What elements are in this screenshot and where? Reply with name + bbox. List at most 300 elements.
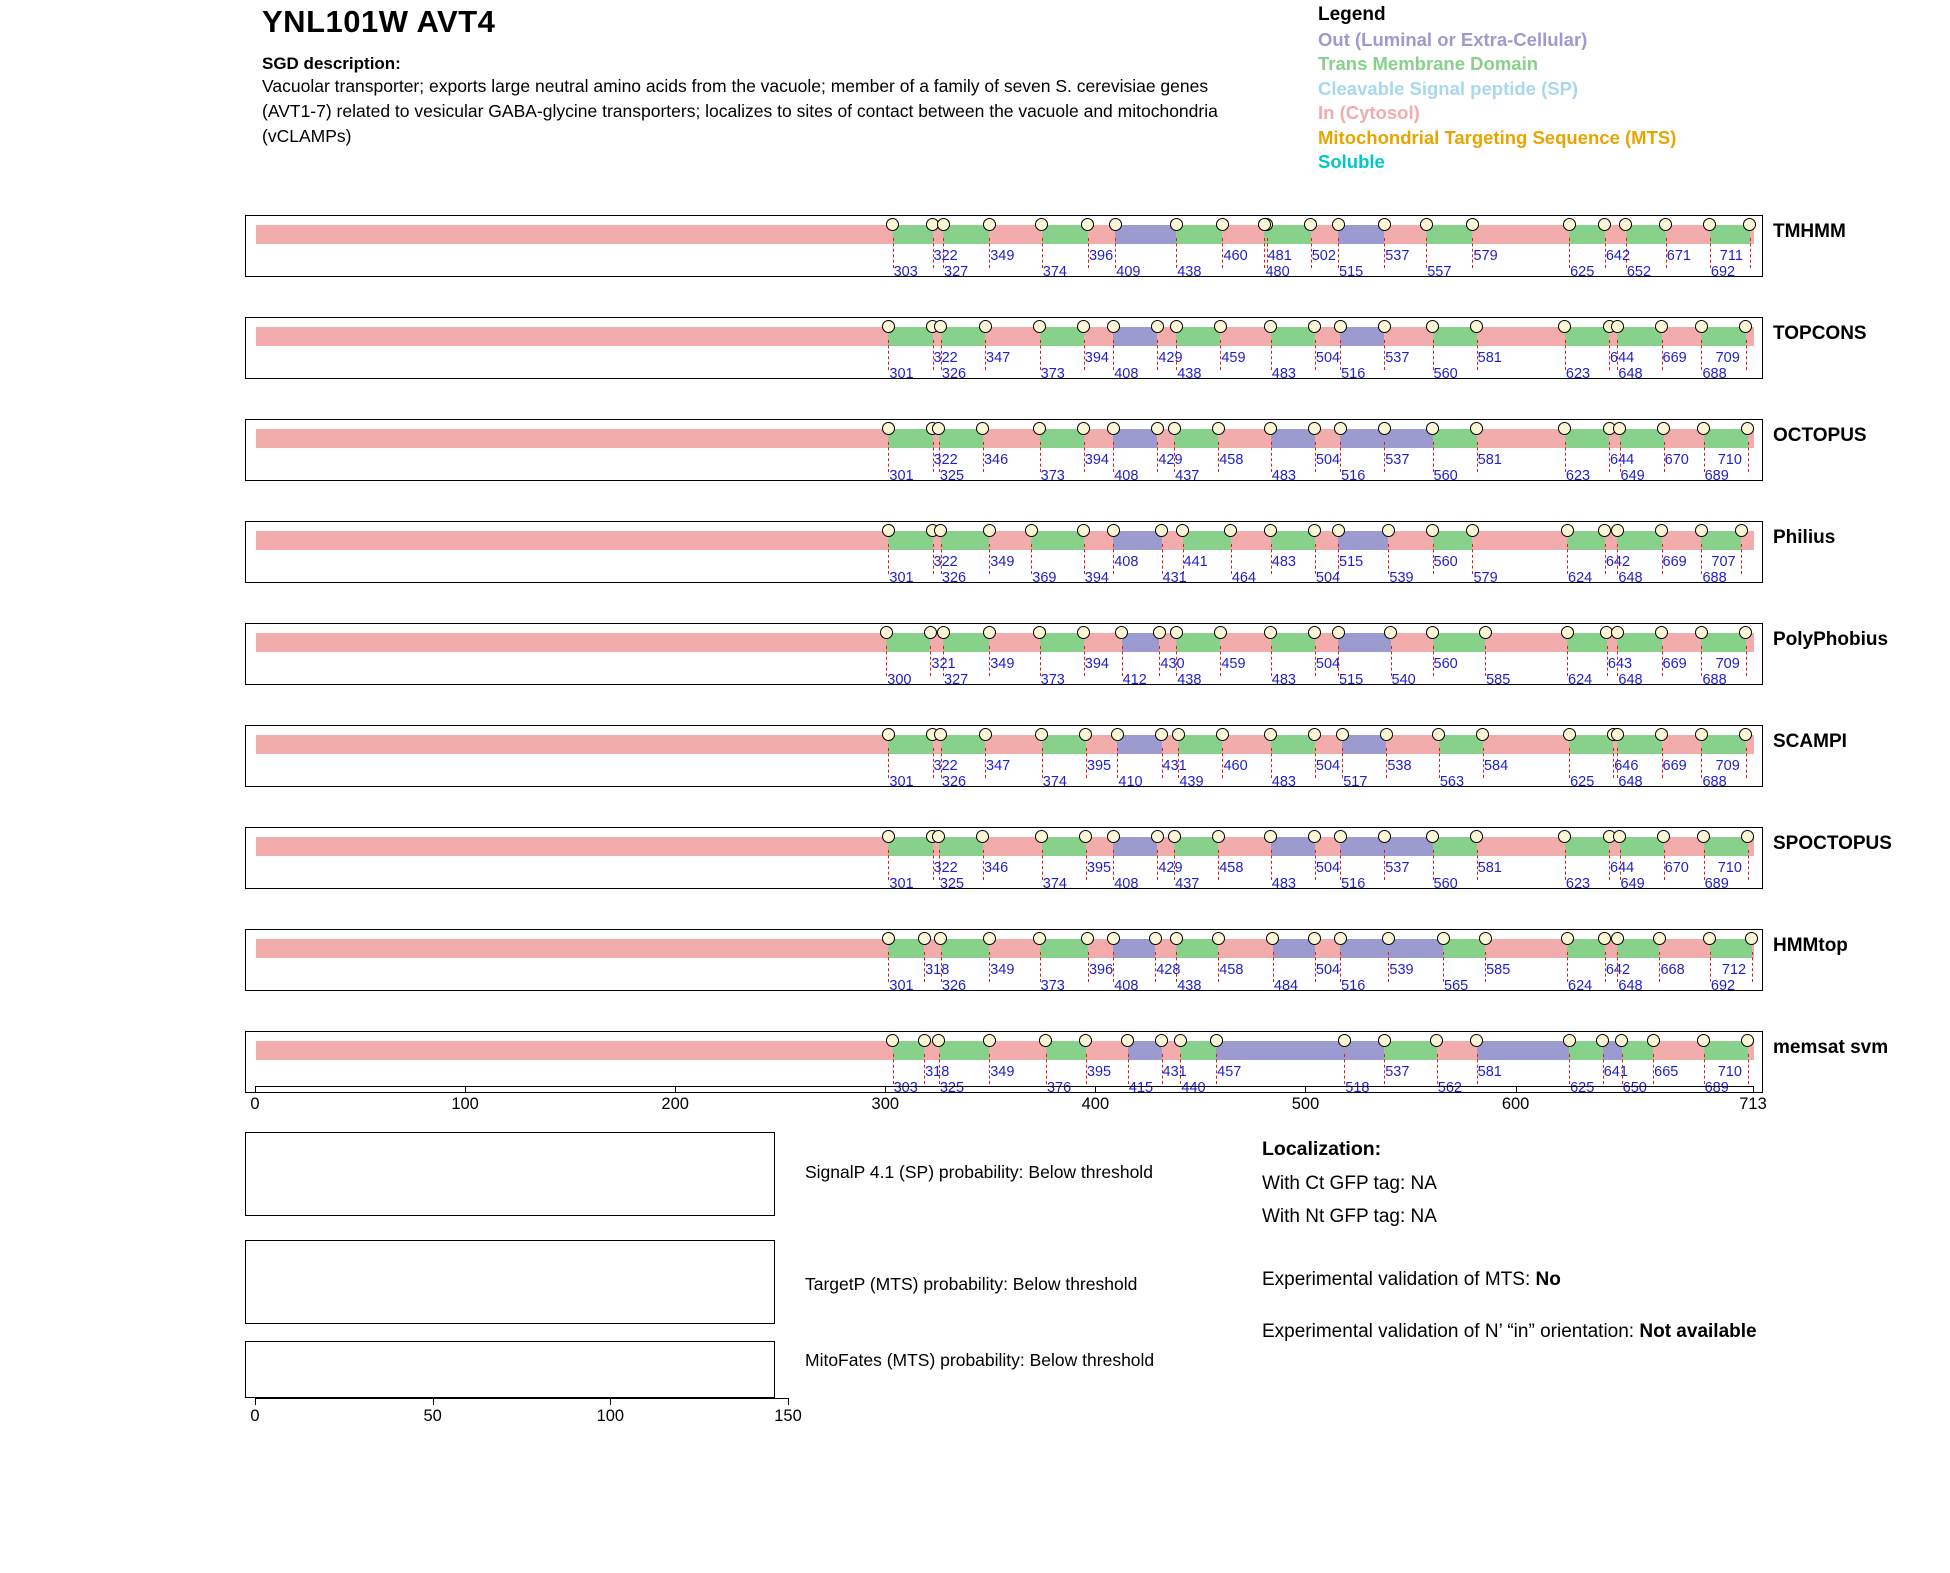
position-label: 429 — [1158, 452, 1183, 468]
position-label: 712 — [1721, 962, 1747, 978]
position-label: 625 — [1570, 264, 1595, 280]
probability-axis-label: 0 — [250, 1407, 260, 1425]
boundary-marker — [1170, 932, 1183, 945]
position-label: 439 — [1179, 774, 1204, 790]
boundary-marker — [1258, 218, 1271, 231]
position-label: 707 — [1711, 554, 1736, 570]
position-label: 483 — [1271, 468, 1296, 484]
position-label: 483 — [1271, 672, 1296, 688]
predictor-track — [245, 521, 1763, 586]
boundary-marker — [1611, 728, 1624, 741]
position-label: 623 — [1565, 366, 1591, 382]
position-label: 644 — [1610, 452, 1635, 468]
predictor-track — [245, 929, 1763, 994]
boundary-marker — [1155, 524, 1168, 537]
predictor-name: SCAMPI — [1773, 731, 1847, 752]
position-label: 517 — [1343, 774, 1368, 790]
position-label: 428 — [1156, 962, 1181, 978]
position-label: 624 — [1568, 978, 1593, 994]
boundary-marker — [1214, 320, 1227, 333]
position-label: 326 — [941, 774, 967, 790]
boundary-marker — [1151, 422, 1164, 435]
position-tick — [1746, 340, 1747, 370]
position-label: 483 — [1271, 366, 1296, 382]
mts-validation-label: Experimental validation of MTS: — [1262, 1268, 1536, 1290]
position-label: 537 — [1385, 452, 1410, 468]
transmembrane-segment — [1031, 531, 1084, 550]
position-label: 644 — [1610, 350, 1635, 366]
position-label: 322 — [933, 758, 958, 774]
signalp-caption: SignalP 4.1 (SP) probability: Below threshold — [805, 1162, 1153, 1182]
position-label: 692 — [1710, 978, 1736, 994]
predictor-track — [245, 419, 1763, 484]
position-label: 408 — [1114, 876, 1139, 892]
axis-tick-label: 400 — [1081, 1095, 1110, 1113]
position-label: 429 — [1158, 350, 1183, 366]
boundary-marker — [983, 1034, 996, 1047]
legend-item-in: In (Cytosol) — [1318, 102, 1420, 124]
position-label: 648 — [1618, 774, 1643, 790]
boundary-marker — [983, 932, 996, 945]
boundary-marker — [1149, 932, 1162, 945]
boundary-marker — [1111, 728, 1124, 741]
boundary-marker — [1739, 728, 1752, 741]
legend-item-out: Out (Luminal or Extra-Cellular) — [1318, 29, 1588, 50]
position-label: 623 — [1565, 876, 1591, 892]
legend-item-sp: Cleavable Signal peptide (SP) — [1318, 77, 1579, 99]
boundary-marker — [1334, 932, 1347, 945]
position-label: 327 — [944, 672, 969, 688]
transmembrane-segment — [941, 531, 989, 550]
position-label: 460 — [1223, 248, 1248, 264]
position-label: 669 — [1662, 350, 1687, 366]
transmembrane-segment — [943, 225, 989, 244]
position-label: 649 — [1620, 876, 1645, 892]
position-label: 437 — [1175, 468, 1200, 484]
position-label: 480 — [1265, 264, 1290, 280]
position-label: 326 — [941, 366, 967, 382]
position-tick — [1748, 442, 1749, 472]
boundary-marker — [1334, 422, 1347, 435]
boundary-marker — [1172, 728, 1185, 741]
legend — [1318, 4, 1938, 174]
boundary-marker — [1168, 830, 1181, 843]
position-label: 349 — [990, 656, 1015, 672]
position-label: 322 — [933, 350, 958, 366]
out-segment — [1115, 225, 1176, 244]
position-label: 459 — [1221, 656, 1246, 672]
transmembrane-segment — [888, 735, 932, 754]
out-segment — [1338, 531, 1388, 550]
transmembrane-segment — [941, 939, 989, 958]
boundary-marker — [924, 626, 937, 639]
boundary-marker — [1378, 218, 1391, 231]
spacer-2 — [1262, 1303, 1922, 1319]
sgd-description-label: SGD description: — [262, 54, 401, 73]
boundary-marker — [1426, 320, 1439, 333]
position-label: 415 — [1128, 1080, 1154, 1096]
axis-tick — [1753, 1086, 1754, 1093]
transmembrane-segment — [886, 633, 930, 652]
probability-axis-label: 100 — [596, 1407, 625, 1425]
boundary-marker — [1336, 728, 1349, 741]
position-label: 396 — [1088, 962, 1114, 978]
position-label: 665 — [1654, 1064, 1679, 1080]
out-segment — [1113, 939, 1155, 958]
out-segment — [1113, 429, 1157, 448]
mitofates-plot-box — [245, 1341, 775, 1398]
position-label: 376 — [1046, 1080, 1072, 1096]
position-label: 301 — [889, 876, 914, 892]
boundary-marker — [1378, 1034, 1391, 1047]
probability-axis-tick — [255, 1398, 256, 1405]
position-label: 563 — [1439, 774, 1465, 790]
boundary-marker — [1735, 524, 1748, 537]
position-label: 396 — [1088, 248, 1114, 264]
position-label: 648 — [1618, 366, 1643, 382]
transmembrane-segment — [1176, 633, 1220, 652]
boundary-marker — [1420, 218, 1433, 231]
transmembrane-segment — [1176, 225, 1222, 244]
position-label: 623 — [1565, 468, 1591, 484]
predictor-track — [245, 725, 1763, 790]
position-label: 458 — [1219, 452, 1244, 468]
boundary-marker — [1216, 218, 1229, 231]
boundary-marker — [1170, 218, 1183, 231]
position-label: 504 — [1315, 758, 1341, 774]
boundary-marker — [1426, 626, 1439, 639]
boundary-marker — [1655, 320, 1668, 333]
position-label: 374 — [1042, 264, 1067, 280]
position-label: 504 — [1315, 452, 1341, 468]
boundary-marker — [1332, 218, 1345, 231]
boundary-marker — [1745, 932, 1758, 945]
position-label: 537 — [1385, 248, 1410, 264]
position-label: 516 — [1341, 366, 1366, 382]
boundary-marker — [1739, 320, 1752, 333]
position-label: 303 — [893, 264, 918, 280]
boundary-marker — [1382, 932, 1395, 945]
boundary-marker — [1332, 524, 1345, 537]
out-segment — [1117, 735, 1161, 754]
signalp-plot-box — [245, 1132, 775, 1216]
nin-validation-label: Experimental validation of N’ “in” orientation: — [1262, 1320, 1640, 1342]
out-segment — [1338, 225, 1384, 244]
position-label: 650 — [1622, 1080, 1647, 1096]
predictor-name: PolyPhobius — [1773, 629, 1889, 650]
boundary-marker — [1647, 1034, 1660, 1047]
mts-validation-value: No — [1535, 1268, 1561, 1290]
position-label: 692 — [1710, 264, 1736, 280]
boundary-marker — [1107, 320, 1120, 333]
position-label: 318 — [925, 962, 950, 978]
transmembrane-segment — [1433, 633, 1486, 652]
position-label: 374 — [1042, 774, 1067, 790]
legend-item-mts: Mitochondrial Targeting Sequence (MTS) — [1318, 126, 1677, 148]
position-label: 642 — [1605, 962, 1631, 978]
position-label: 438 — [1177, 366, 1202, 382]
boundary-marker — [1695, 626, 1708, 639]
transmembrane-segment — [939, 1041, 989, 1060]
boundary-marker — [882, 422, 895, 435]
position-label: 579 — [1473, 570, 1498, 586]
probability-axis-label: 150 — [774, 1407, 802, 1425]
transmembrane-segment — [1176, 939, 1218, 958]
position-label: 537 — [1385, 350, 1410, 366]
axis-tick-label: 100 — [451, 1095, 479, 1113]
position-label: 322 — [933, 452, 958, 468]
boundary-marker — [1025, 524, 1038, 537]
probability-axis-label: 50 — [423, 1407, 442, 1425]
boundary-marker — [1561, 524, 1574, 537]
position-label: 349 — [990, 1064, 1015, 1080]
position-label: 565 — [1444, 978, 1469, 994]
boundary-marker — [1655, 524, 1668, 537]
position-label: 483 — [1271, 554, 1296, 570]
position-label: 484 — [1273, 978, 1299, 994]
position-label: 669 — [1662, 554, 1687, 570]
position-label: 516 — [1341, 876, 1366, 892]
boundary-marker — [1151, 320, 1164, 333]
boundary-marker — [1479, 626, 1492, 639]
position-label: 643 — [1607, 656, 1633, 672]
position-label: 301 — [889, 468, 914, 484]
transmembrane-segment — [1617, 327, 1661, 346]
probability-axis-line — [255, 1398, 788, 1399]
position-label: 483 — [1271, 774, 1296, 790]
position-label: 373 — [1040, 978, 1065, 994]
position-label: 585 — [1486, 962, 1511, 978]
axis-tick-label: 0 — [250, 1095, 260, 1113]
out-segment — [1338, 633, 1391, 652]
transmembrane-segment — [1443, 939, 1485, 958]
predictor-track — [245, 1031, 1763, 1096]
position-label: 537 — [1385, 860, 1410, 876]
transmembrane-segment — [941, 327, 985, 346]
position-label: 689 — [1704, 468, 1729, 484]
position-label: 581 — [1477, 1064, 1502, 1080]
position-label: 373 — [1040, 672, 1065, 688]
transmembrane-segment — [1176, 327, 1220, 346]
out-segment — [1113, 327, 1157, 346]
boundary-marker — [880, 626, 893, 639]
position-label: 322 — [933, 248, 958, 264]
mts-validation — [1262, 1270, 1922, 1289]
cytosol-bar — [256, 1041, 1754, 1060]
targetp-caption: TargetP (MTS) probability: Below threshold — [805, 1274, 1138, 1294]
position-label: 688 — [1702, 366, 1727, 382]
position-label: 395 — [1086, 860, 1112, 876]
boundary-marker — [1107, 932, 1120, 945]
position-label: 440 — [1181, 1080, 1206, 1096]
position-label: 438 — [1177, 672, 1202, 688]
position-label: 458 — [1219, 962, 1244, 978]
boundary-marker — [1115, 626, 1128, 639]
position-label: 671 — [1666, 248, 1691, 264]
position-label: 373 — [1040, 468, 1065, 484]
position-label: 710 — [1717, 1064, 1742, 1080]
boundary-marker — [1426, 422, 1439, 435]
position-label: 429 — [1158, 860, 1183, 876]
boundary-marker — [1426, 524, 1439, 537]
position-label: 579 — [1473, 248, 1498, 264]
transmembrane-segment — [1183, 531, 1231, 550]
position-label: 394 — [1084, 570, 1109, 586]
position-label: 539 — [1389, 570, 1414, 586]
localization-ct-gfp: With Ct GFP tag: NA — [1262, 1172, 1437, 1194]
predictor-name: HMMtop — [1773, 935, 1848, 956]
position-label: 409 — [1116, 264, 1141, 280]
position-label: 441 — [1183, 554, 1208, 570]
boundary-marker — [1613, 422, 1626, 435]
page-title: YNL101W AVT4 — [262, 4, 496, 39]
position-label: 504 — [1315, 962, 1341, 978]
position-label: 301 — [889, 366, 914, 382]
boundary-marker — [1380, 728, 1393, 741]
position-label: 373 — [1040, 366, 1065, 382]
position-label: 437 — [1175, 876, 1200, 892]
predictor-track — [245, 623, 1763, 688]
position-label: 560 — [1433, 468, 1458, 484]
position-label: 301 — [889, 774, 914, 790]
position-label: 581 — [1477, 350, 1502, 366]
boundary-marker — [1563, 218, 1576, 231]
boundary-marker — [1216, 728, 1229, 741]
boundary-marker — [1426, 830, 1439, 843]
predictor-track — [245, 827, 1763, 892]
position-label: 438 — [1177, 264, 1202, 280]
transmembrane-segment — [1565, 327, 1609, 346]
localization-panel — [1262, 1140, 1922, 1358]
position-label: 395 — [1086, 758, 1112, 774]
position-label: 502 — [1311, 248, 1336, 264]
localization-title: Localization: — [1262, 1138, 1382, 1160]
boundary-marker — [1695, 728, 1708, 741]
boundary-marker — [882, 932, 895, 945]
out-segment — [1113, 837, 1157, 856]
position-label: 562 — [1437, 1080, 1462, 1096]
boundary-marker — [983, 626, 996, 639]
cytosol-bar — [256, 939, 1754, 958]
position-label: 624 — [1568, 672, 1593, 688]
cytosol-bar — [256, 837, 1754, 856]
boundary-marker — [1655, 626, 1668, 639]
transmembrane-segment — [1617, 735, 1661, 754]
position-label: 668 — [1660, 962, 1685, 978]
position-label: 709 — [1715, 350, 1740, 366]
transmembrane-segment — [1565, 837, 1609, 856]
axis-tick-label: 300 — [871, 1095, 900, 1113]
position-label: 349 — [990, 248, 1015, 264]
position-label: 581 — [1477, 860, 1502, 876]
position-label: 464 — [1231, 570, 1257, 586]
predictor-name: TMHMM — [1773, 221, 1846, 242]
position-label: 410 — [1118, 774, 1143, 790]
boundary-marker — [1611, 626, 1624, 639]
position-label: 349 — [990, 962, 1015, 978]
position-tick — [1752, 952, 1753, 982]
boundary-marker — [1338, 1034, 1351, 1047]
position-label: 481 — [1267, 248, 1292, 264]
position-label: 670 — [1664, 452, 1689, 468]
boundary-marker — [1653, 932, 1666, 945]
position-label: 518 — [1345, 1080, 1370, 1096]
position-label: 515 — [1339, 264, 1364, 280]
probability-axis-tick — [433, 1398, 434, 1405]
position-tick — [1746, 646, 1747, 676]
boundary-marker — [979, 728, 992, 741]
legend-item-soluble: Soluble — [1318, 151, 1385, 173]
out-segment — [1216, 1041, 1384, 1060]
position-label: 710 — [1717, 452, 1742, 468]
position-label: 689 — [1704, 876, 1729, 892]
boundary-marker — [882, 524, 895, 537]
boundary-marker — [937, 626, 950, 639]
axis-tick — [255, 1086, 256, 1093]
position-label: 710 — [1717, 860, 1742, 876]
axis-tick-label: 600 — [1501, 1095, 1530, 1113]
position-label: 516 — [1341, 468, 1366, 484]
axis-tick — [1095, 1086, 1096, 1093]
probability-axis-tick — [610, 1398, 611, 1405]
position-label: 585 — [1486, 672, 1511, 688]
boundary-marker — [1334, 830, 1347, 843]
boundary-marker — [1107, 524, 1120, 537]
position-label: 408 — [1114, 468, 1139, 484]
boundary-marker — [1563, 1034, 1576, 1047]
transmembrane-segment — [888, 531, 932, 550]
position-label: 325 — [939, 1080, 965, 1096]
predictor-name: OCTOPUS — [1773, 425, 1867, 446]
position-label: 648 — [1618, 570, 1643, 586]
position-label: 431 — [1162, 758, 1187, 774]
boundary-marker — [1151, 830, 1164, 843]
boundary-marker — [882, 320, 895, 333]
transmembrane-segment — [1426, 225, 1472, 244]
spacer — [1262, 1240, 1922, 1270]
position-label: 321 — [931, 656, 956, 672]
position-label: 504 — [1315, 656, 1341, 672]
position-label: 369 — [1032, 570, 1057, 586]
predictor-name: memsat svm — [1773, 1037, 1889, 1058]
boundary-marker — [918, 1034, 931, 1047]
boundary-marker — [1378, 320, 1391, 333]
position-label: 460 — [1223, 758, 1248, 774]
boundary-marker — [983, 524, 996, 537]
position-label: 669 — [1662, 656, 1687, 672]
position-label: 515 — [1339, 554, 1364, 570]
boundary-marker — [1332, 626, 1345, 639]
boundary-marker — [1170, 626, 1183, 639]
position-label: 539 — [1389, 962, 1414, 978]
position-label: 300 — [887, 672, 912, 688]
position-tick — [1746, 748, 1747, 778]
boundary-marker — [886, 218, 899, 231]
boundary-marker — [1611, 524, 1624, 537]
boundary-marker — [1695, 320, 1708, 333]
position-label: 327 — [944, 264, 969, 280]
boundary-marker — [1655, 728, 1668, 741]
position-label: 408 — [1114, 978, 1139, 994]
transmembrane-segment — [943, 633, 989, 652]
position-label: 581 — [1477, 452, 1502, 468]
boundary-marker — [882, 728, 895, 741]
cytosol-bar — [256, 327, 1754, 346]
boundary-marker — [918, 932, 931, 945]
boundary-marker — [1382, 524, 1395, 537]
position-label: 649 — [1620, 468, 1645, 484]
transmembrane-segment — [941, 735, 985, 754]
